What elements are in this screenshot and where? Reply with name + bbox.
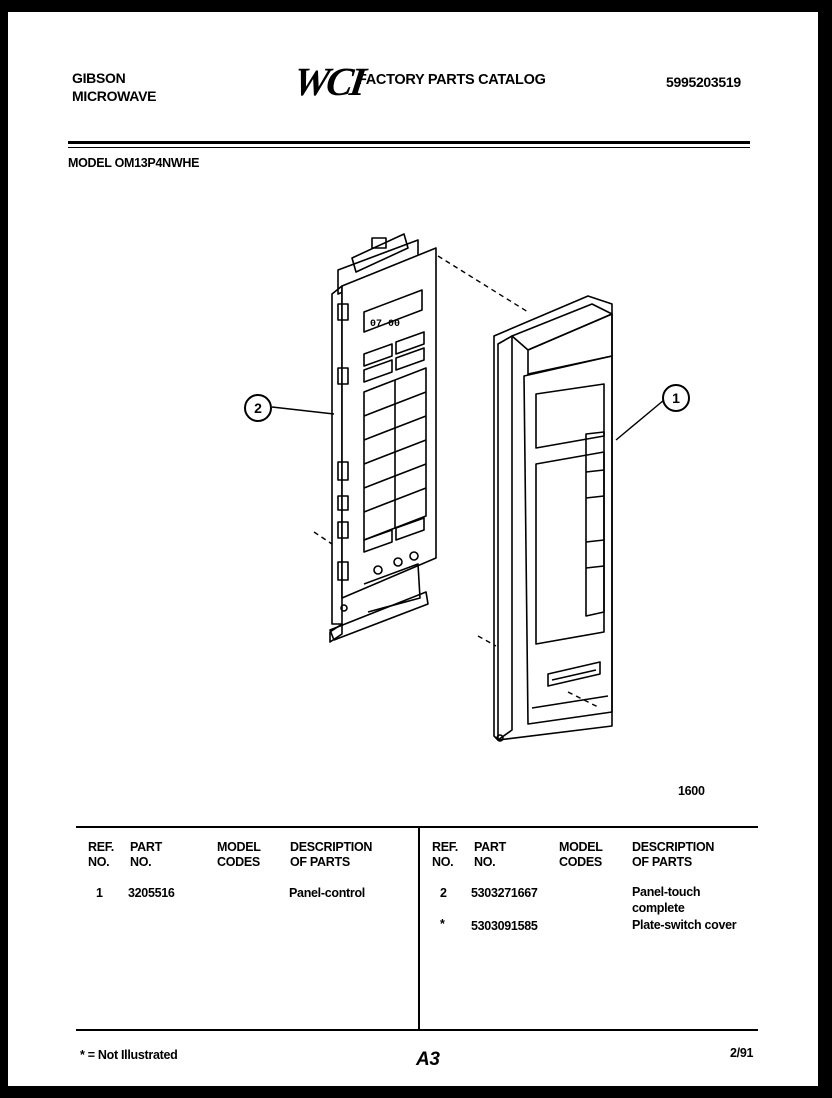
table-top-rule bbox=[76, 826, 758, 828]
header-model-codes-right: MODEL CODES bbox=[559, 840, 603, 869]
row-left-1-part: 3205516 bbox=[128, 886, 175, 900]
row-right-1-part: 5303271667 bbox=[471, 886, 538, 900]
exploded-parts-diagram bbox=[8, 12, 818, 772]
row-right-2-ref: * bbox=[440, 917, 445, 931]
svg-text:07 00: 07 00 bbox=[370, 319, 401, 330]
not-illustrated-legend: * = Not Illustrated bbox=[80, 1048, 178, 1062]
leader-line-1 bbox=[616, 400, 664, 440]
catalog-number: 5995203519 bbox=[666, 74, 741, 90]
control-panel-frame bbox=[330, 234, 436, 642]
header-part-no-left: PART NO. bbox=[130, 840, 162, 869]
alignment-line-left bbox=[314, 532, 332, 544]
row-right-1-ref: 2 bbox=[440, 886, 447, 900]
header-ref-no-right: REF. NO. bbox=[432, 840, 458, 869]
figure-code: 1600 bbox=[678, 784, 705, 798]
row-right-2-part: 5303091585 bbox=[471, 919, 538, 933]
brand-line-2: MICROWAVE bbox=[72, 88, 157, 104]
header-part-no-right: PART NO. bbox=[474, 840, 506, 869]
header-model-codes-left: MODEL CODES bbox=[217, 840, 261, 869]
catalog-title: FACTORY PARTS CATALOG bbox=[358, 72, 546, 88]
page-number: A3 bbox=[416, 1049, 440, 1070]
row-right-2-description: Plate-switch cover bbox=[632, 918, 737, 932]
header-ref-no-left: REF. NO. bbox=[88, 840, 114, 869]
callout-2: 2 bbox=[244, 394, 272, 422]
row-right-1-description: Panel-touch complete bbox=[632, 885, 701, 915]
parts-catalog-page bbox=[8, 12, 818, 1086]
revision-date: 2/91 bbox=[730, 1046, 754, 1060]
table-divider bbox=[418, 826, 420, 1030]
brand-line-1: GIBSON bbox=[72, 70, 126, 86]
row-left-1-ref: 1 bbox=[96, 886, 103, 900]
callout-1: 1 bbox=[662, 384, 690, 412]
model-label: MODEL OM13P4NWHE bbox=[68, 156, 200, 170]
alignment-line-top bbox=[438, 256, 528, 312]
header-description-left: DESCRIPTION OF PARTS bbox=[290, 840, 373, 869]
row-left-1-description: Panel-control bbox=[289, 886, 365, 900]
table-bottom-rule bbox=[76, 1029, 758, 1031]
header-description-right: DESCRIPTION OF PARTS bbox=[632, 840, 715, 869]
leader-line-2 bbox=[272, 407, 334, 414]
outer-panel-assembly bbox=[494, 296, 612, 741]
wci-logo: WCI bbox=[290, 59, 367, 104]
